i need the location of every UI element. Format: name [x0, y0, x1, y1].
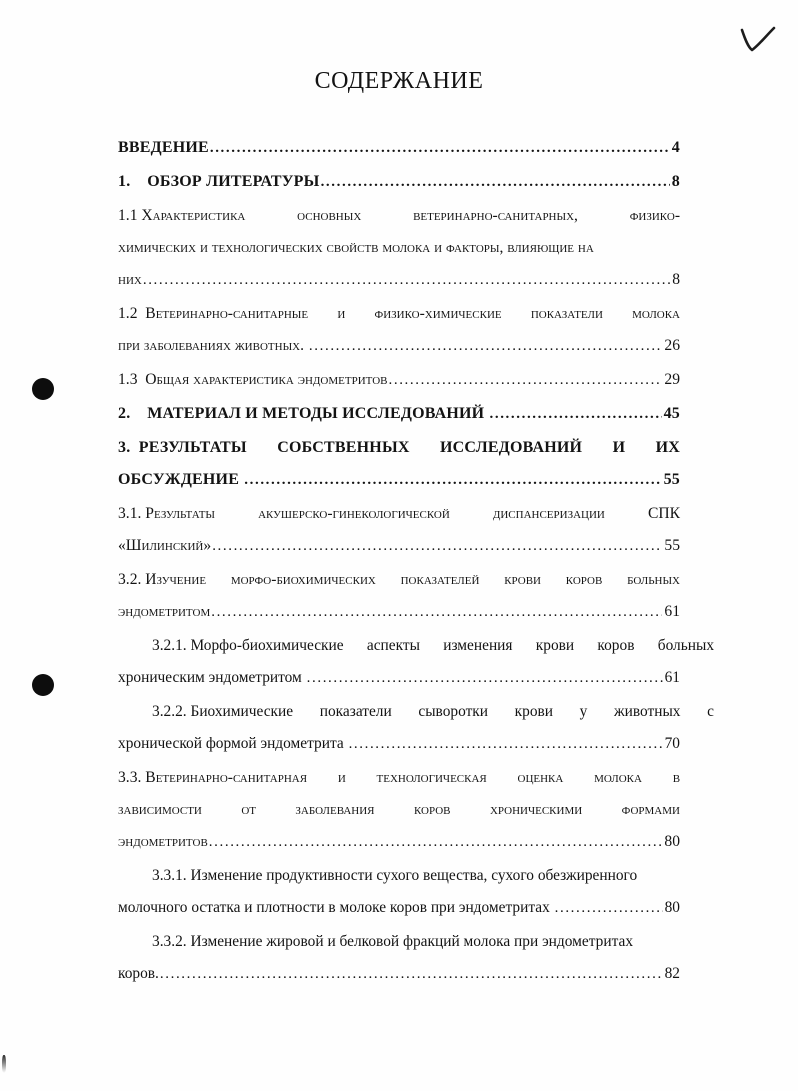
justify-gap	[487, 762, 518, 794]
table-of-contents	[118, 132, 715, 990]
toc-entry-line	[118, 564, 680, 596]
page-edge-smudge	[2, 1055, 6, 1073]
toc-entry-line	[118, 200, 680, 232]
dot-leader	[307, 662, 663, 694]
toc-entry-label: 2. МАТЕРИАЛ И МЕТОДЫ ИССЛЕДОВАНИЙ	[118, 405, 489, 422]
toc-entry-line	[118, 696, 714, 728]
toc-entry-text: морфо-биохимических	[230, 571, 376, 588]
toc-entry[interactable]	[118, 166, 680, 198]
toc-entry[interactable]	[118, 564, 680, 628]
justify-gap	[420, 630, 443, 662]
toc-entry-text: И	[612, 439, 626, 456]
toc-page-number: 8	[672, 271, 680, 288]
justify-gap	[344, 630, 367, 662]
justify-gap	[308, 298, 337, 330]
justify-gap	[587, 696, 614, 728]
toc-page-number: 29	[664, 371, 680, 388]
toc-entry-text: физико-химические	[374, 305, 502, 322]
toc-page-number: 70	[664, 735, 680, 752]
dot-leader	[309, 330, 662, 362]
toc-entry[interactable]	[118, 498, 680, 562]
hole-punch-mark-top	[32, 378, 54, 400]
toc-entry[interactable]	[118, 696, 714, 760]
toc-entry-text: изменения	[443, 637, 513, 654]
justify-gap	[293, 696, 320, 728]
justify-gap	[451, 794, 490, 826]
toc-entry-text: больных	[657, 637, 715, 654]
toc-entry-line	[118, 926, 714, 958]
toc-entry-label: молочного остатка и плотности в молоке коров при эндометритах	[118, 899, 554, 916]
toc-entry-text: с	[707, 703, 714, 720]
toc-entry-label: 1.3 Общая характеристика эндометритов	[118, 371, 388, 388]
toc-entry-text: показатели	[319, 703, 392, 720]
toc-entry-text: крови	[514, 703, 554, 720]
justify-gap	[376, 564, 401, 596]
toc-entry-text: диспансеризации	[492, 505, 605, 522]
toc-entry-label: хронической формой эндометрита	[118, 735, 348, 752]
justify-gap	[578, 200, 630, 232]
justify-gap	[634, 630, 657, 662]
justify-gap	[681, 696, 708, 728]
toc-entry-text: оценка	[517, 769, 564, 786]
toc-entry-text: 3.2.1. Морфо-биохимические	[152, 637, 344, 654]
toc-entry-line	[118, 794, 680, 826]
justify-gap	[582, 432, 612, 464]
justify-gap	[256, 794, 295, 826]
toc-entry-text: в	[672, 769, 681, 786]
toc-entry-line	[118, 330, 680, 362]
toc-entry-text: формами	[621, 801, 680, 818]
dot-leader	[389, 364, 663, 396]
dot-leader	[211, 596, 662, 628]
toc-entry-text: хроническими	[489, 801, 583, 818]
toc-entry-line	[118, 166, 680, 198]
toc-entry-line	[118, 498, 680, 530]
justify-gap	[502, 298, 531, 330]
justify-gap	[541, 564, 566, 596]
toc-entry-text: 3.3. Ветеринарно-санитарная	[118, 769, 308, 786]
toc-entry-text: коров	[565, 571, 603, 588]
toc-page-number: 61	[664, 669, 680, 686]
toc-entry-line	[118, 530, 680, 562]
dot-leader	[555, 892, 663, 924]
toc-entry[interactable]	[118, 364, 680, 396]
justify-gap	[563, 762, 594, 794]
toc-entry-text: от	[241, 801, 256, 818]
justify-gap	[488, 696, 515, 728]
toc-entry-label: эндометритом	[118, 603, 211, 620]
toc-entry-line	[118, 892, 680, 924]
justify-gap	[553, 696, 580, 728]
justify-gap	[513, 630, 536, 662]
justify-gap	[603, 298, 632, 330]
justify-gap	[602, 564, 627, 596]
toc-entry[interactable]	[118, 132, 680, 164]
toc-entry-text: ИХ	[655, 439, 681, 456]
toc-entry-text: крови	[535, 637, 575, 654]
justify-gap	[361, 200, 413, 232]
toc-page-number: 26	[664, 337, 680, 354]
toc-entry-text: 3.2. Изучение	[118, 571, 207, 588]
toc-entry[interactable]	[118, 432, 680, 496]
toc-entry-text: 3. РЕЗУЛЬТАТЫ	[118, 439, 247, 456]
toc-entry[interactable]	[118, 630, 715, 694]
justify-gap	[346, 762, 377, 794]
toc-entry-label: хроническим эндометритом	[118, 669, 306, 686]
justify-gap	[202, 794, 241, 826]
toc-entry[interactable]	[118, 926, 680, 990]
toc-page-number: 82	[664, 965, 680, 982]
toc-entry-text: акушерско-гинекологической	[258, 505, 450, 522]
toc-entry-text: животных	[613, 703, 681, 720]
toc-entry-line	[118, 264, 680, 296]
toc-entry-line	[118, 762, 680, 794]
toc-entry-line	[118, 464, 680, 496]
page-title: СОДЕРЖАНИЕ	[314, 68, 484, 94]
toc-page-number: 80	[664, 899, 680, 916]
justify-gap	[392, 696, 419, 728]
justify-gap	[479, 564, 504, 596]
hole-punch-mark-bottom	[32, 674, 54, 696]
justify-gap	[345, 298, 374, 330]
justify-gap	[307, 762, 338, 794]
toc-entry-line	[118, 298, 680, 330]
toc-entry[interactable]	[118, 860, 680, 924]
toc-entry-text: 3.3.1. Изменение продуктивности сухого вещества, сухого обезжиренного	[152, 867, 638, 884]
toc-entry-label: ВВЕДЕНИЕ	[118, 139, 209, 156]
toc-page-number: 4	[671, 139, 680, 156]
toc-entry-text: 1.2 Ветеринарно-санитарные	[118, 305, 309, 322]
toc-entry-text: 3.1. Результаты	[118, 505, 216, 522]
toc-entry-line	[118, 432, 680, 464]
toc-entry-text: заболевания	[295, 801, 375, 818]
toc-entry-line	[118, 860, 714, 892]
toc-entry-label: 1. ОБЗОР ЛИТЕРАТУРЫ	[118, 173, 320, 190]
handwritten-check-mark	[736, 22, 778, 60]
toc-entry-text: коров	[413, 801, 451, 818]
toc-entry-text: показатели	[530, 305, 603, 322]
toc-entry-text: СОБСТВЕННЫХ	[277, 439, 410, 456]
toc-page-number: 55	[664, 537, 680, 554]
dot-leader	[349, 728, 663, 760]
dot-leader	[212, 530, 662, 562]
toc-entry-text: 3.3.2. Изменение жировой и белковой фракций молока при эндометритах	[152, 933, 634, 950]
justify-gap	[574, 630, 597, 662]
toc-entry-text: больных	[627, 571, 680, 588]
toc-entry-text: 3.2.2. Биохимические	[152, 703, 294, 720]
toc-entry-line	[118, 826, 680, 858]
toc-entry-line	[118, 232, 680, 264]
justify-gap	[642, 762, 673, 794]
toc-entry-text: крови	[504, 571, 542, 588]
toc-page-number: 45	[663, 405, 680, 422]
toc-entry-text: молока	[594, 769, 642, 786]
toc-entry-text: аспекты	[366, 637, 420, 654]
toc-entry-line	[118, 398, 680, 430]
toc-entry-line	[118, 728, 680, 760]
dot-leader	[210, 132, 670, 164]
toc-entry-text: зависимости	[118, 801, 202, 818]
toc-entry-text: у	[579, 703, 588, 720]
justify-gap	[450, 498, 493, 530]
toc-page-number: 55	[663, 471, 680, 488]
toc-entry-text: основных	[297, 207, 362, 224]
toc-entry-label: при заболеваниях животных.	[118, 337, 308, 354]
toc-entry-text: молока	[632, 305, 681, 322]
toc-entry-text: технологическая	[376, 769, 487, 786]
dot-leader	[143, 264, 670, 296]
toc-entry-text: сыворотки	[418, 703, 489, 720]
toc-entry-text: химических и технологических свойств молока и факторы, влияющие на	[118, 239, 594, 256]
toc-page-number: 61	[664, 603, 680, 620]
dot-leader	[244, 464, 661, 496]
justify-gap	[410, 432, 440, 464]
justify-gap	[215, 498, 258, 530]
toc-entry-line	[118, 630, 714, 662]
toc-entry-line	[118, 662, 680, 694]
justify-gap	[375, 794, 414, 826]
toc-entry-text: и	[337, 769, 346, 786]
toc-entry-label: «Шилинский»	[118, 537, 212, 554]
toc-entry[interactable]	[118, 398, 680, 430]
toc-entry[interactable]	[118, 762, 680, 858]
toc-entry-label: эндометритов	[118, 833, 208, 850]
toc-entry-text: и	[337, 305, 346, 322]
toc-entry-line	[118, 596, 680, 628]
justify-gap	[625, 432, 655, 464]
toc-entry-line	[118, 958, 680, 990]
toc-entry[interactable]	[118, 298, 680, 362]
toc-entry-label: них	[118, 271, 142, 288]
toc-entry-line	[118, 132, 680, 164]
justify-gap	[245, 200, 297, 232]
toc-page-number: 80	[664, 833, 680, 850]
toc-entry-text: показателей	[400, 571, 480, 588]
dot-leader	[209, 826, 663, 858]
justify-gap	[206, 564, 231, 596]
toc-entry-text: 1.1 Характеристика	[118, 207, 246, 224]
toc-entry-text: СПК	[647, 505, 681, 522]
dot-leader	[490, 398, 662, 430]
toc-entry-label: коров.	[118, 965, 159, 982]
toc-entry-text: физико-	[629, 207, 681, 224]
dot-leader	[160, 958, 663, 990]
toc-entry[interactable]	[118, 200, 680, 296]
toc-entry-text: коров	[597, 637, 635, 654]
toc-entry-text: ветеринарно-санитарных,	[413, 207, 578, 224]
toc-entry-label: ОБСУЖДЕНИЕ	[118, 471, 244, 488]
toc-entry-line	[118, 364, 680, 396]
justify-gap	[582, 794, 621, 826]
justify-gap	[605, 498, 648, 530]
justify-gap	[247, 432, 277, 464]
toc-page-number: 8	[671, 173, 680, 190]
dot-leader	[321, 166, 670, 198]
toc-entry-text: ИССЛЕДОВАНИЙ	[440, 439, 583, 456]
